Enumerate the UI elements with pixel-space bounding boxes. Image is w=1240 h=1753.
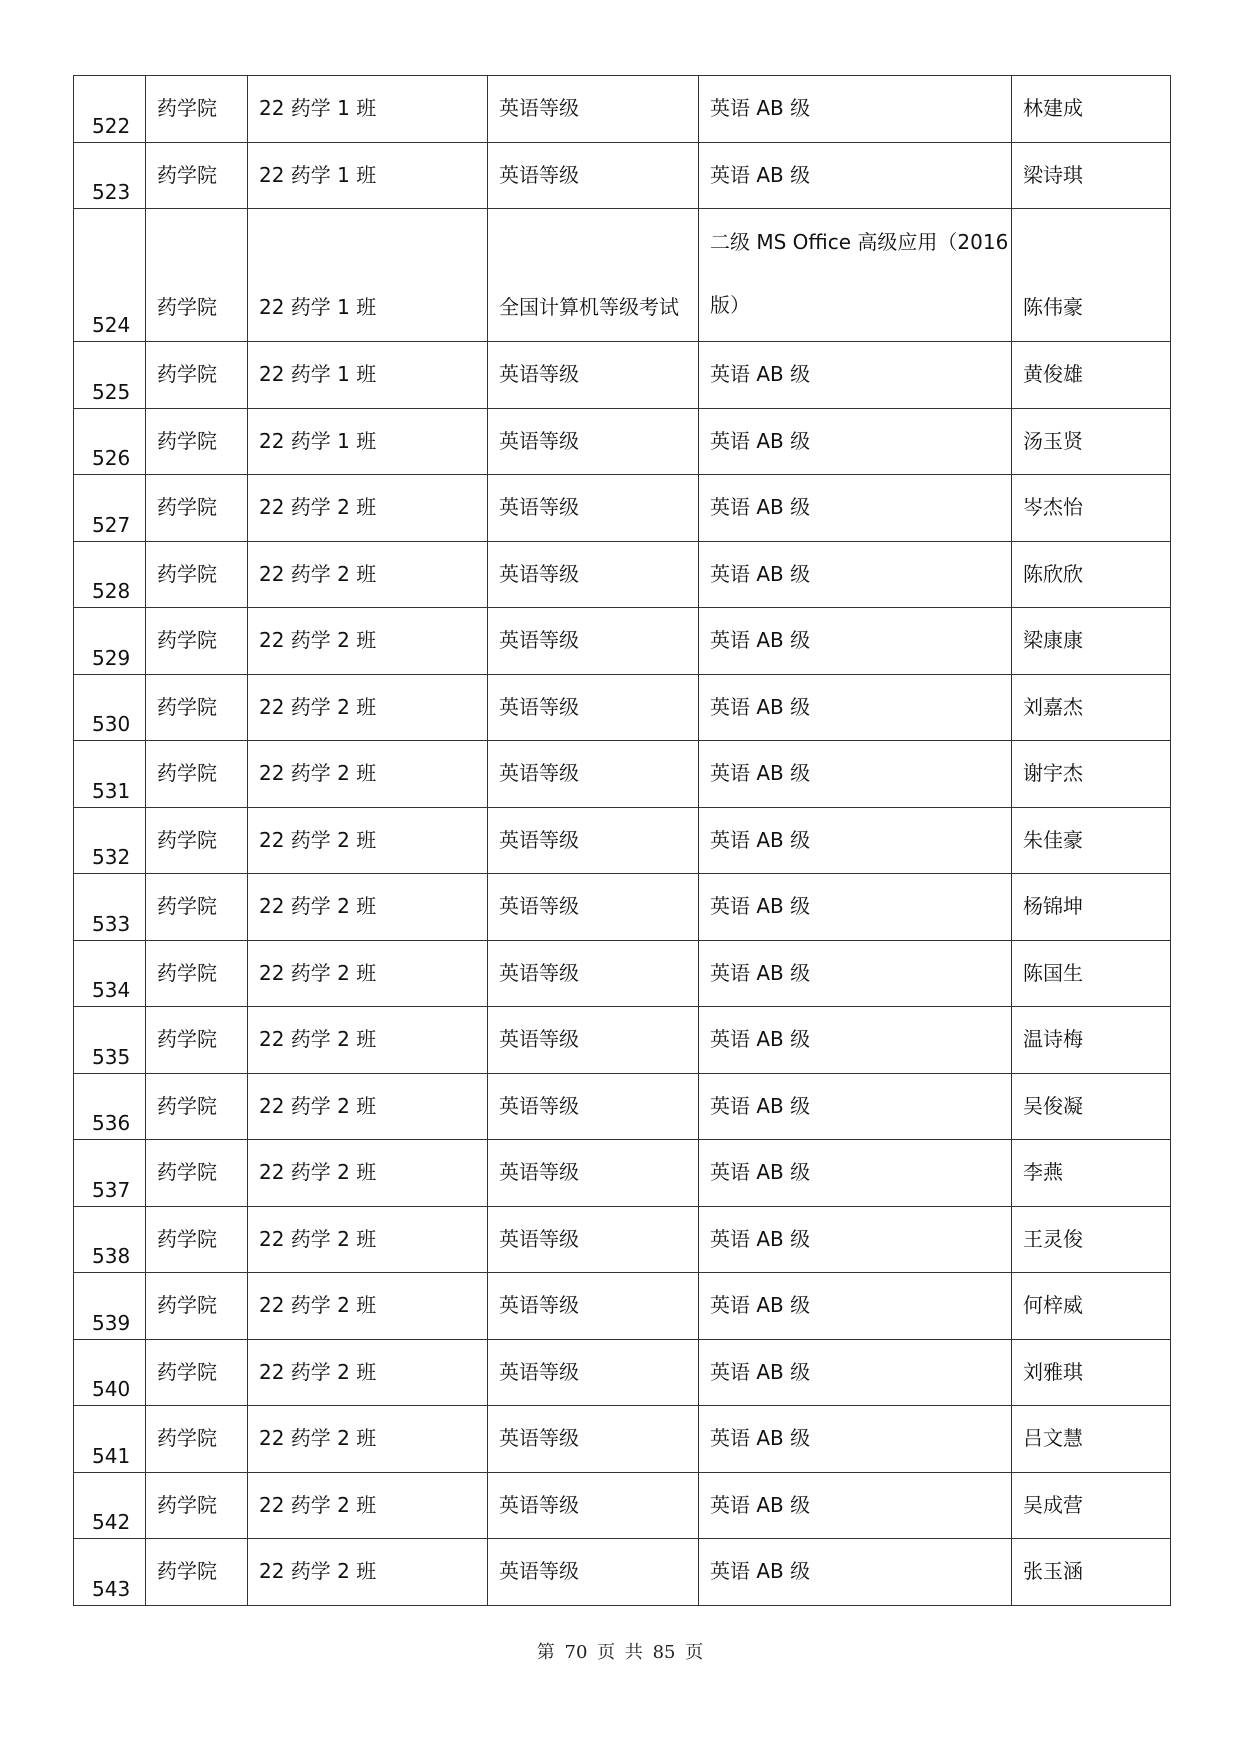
college-cell: 药学院 bbox=[146, 142, 248, 209]
row-number-cell: 536 bbox=[74, 1073, 146, 1140]
row-number-cell: 534 bbox=[74, 940, 146, 1007]
level-cell: 英语 AB 级 bbox=[699, 541, 1012, 608]
college-cell: 药学院 bbox=[146, 1273, 248, 1340]
student-name-cell: 吴成营 bbox=[1012, 1472, 1171, 1539]
class-cell: 22 药学 2 班 bbox=[248, 475, 488, 542]
exam-cell: 英语等级 bbox=[488, 142, 699, 209]
class-cell: 22 药学 2 班 bbox=[248, 1073, 488, 1140]
college-cell: 药学院 bbox=[146, 475, 248, 542]
exam-cell: 英语等级 bbox=[488, 1206, 699, 1273]
college-cell: 药学院 bbox=[146, 408, 248, 475]
college-cell: 药学院 bbox=[146, 1472, 248, 1539]
class-cell: 22 药学 2 班 bbox=[248, 1539, 488, 1606]
college-cell: 药学院 bbox=[146, 807, 248, 874]
exam-cell: 英语等级 bbox=[488, 1472, 699, 1539]
college-cell: 药学院 bbox=[146, 1073, 248, 1140]
level-cell: 英语 AB 级 bbox=[699, 76, 1012, 143]
student-name-cell: 谢宇杰 bbox=[1012, 741, 1171, 808]
college-cell: 药学院 bbox=[146, 608, 248, 675]
student-name-cell: 吕文慧 bbox=[1012, 1406, 1171, 1473]
exam-cell: 英语等级 bbox=[488, 807, 699, 874]
table-row bbox=[74, 475, 1171, 542]
row-number-cell: 543 bbox=[74, 1539, 146, 1606]
class-cell: 22 药学 1 班 bbox=[248, 76, 488, 143]
exam-cell: 英语等级 bbox=[488, 1406, 699, 1473]
student-name-cell: 朱佳豪 bbox=[1012, 807, 1171, 874]
class-cell: 22 药学 2 班 bbox=[248, 1007, 488, 1074]
exam-cell: 英语等级 bbox=[488, 874, 699, 941]
row-number-cell: 530 bbox=[74, 674, 146, 741]
row-number-cell: 532 bbox=[74, 807, 146, 874]
level-cell: 英语 AB 级 bbox=[699, 1539, 1012, 1606]
class-cell: 22 药学 2 班 bbox=[248, 1406, 488, 1473]
table-row bbox=[74, 1339, 1171, 1406]
student-name-cell: 刘雅琪 bbox=[1012, 1339, 1171, 1406]
class-cell: 22 药学 2 班 bbox=[248, 874, 488, 941]
exam-cell: 英语等级 bbox=[488, 940, 699, 1007]
college-cell: 药学院 bbox=[146, 674, 248, 741]
student-name-cell: 何梓威 bbox=[1012, 1273, 1171, 1340]
student-name-cell: 黄俊雄 bbox=[1012, 342, 1171, 409]
student-name-cell: 梁诗琪 bbox=[1012, 142, 1171, 209]
table-row bbox=[74, 1206, 1171, 1273]
college-cell: 药学院 bbox=[146, 741, 248, 808]
table-row bbox=[74, 209, 1171, 342]
class-cell: 22 药学 2 班 bbox=[248, 1339, 488, 1406]
level-cell: 英语 AB 级 bbox=[699, 741, 1012, 808]
exam-cell: 英语等级 bbox=[488, 741, 699, 808]
level-cell: 英语 AB 级 bbox=[699, 674, 1012, 741]
exam-cell: 英语等级 bbox=[488, 1539, 699, 1606]
level-cell: 英语 AB 级 bbox=[699, 342, 1012, 409]
student-name-cell: 张玉涵 bbox=[1012, 1539, 1171, 1606]
exam-cell: 全国计算机等级考试 bbox=[488, 209, 699, 342]
level-cell bbox=[699, 209, 1012, 342]
exam-cell: 英语等级 bbox=[488, 1140, 699, 1207]
class-cell: 22 药学 1 班 bbox=[248, 209, 488, 342]
class-cell: 22 药学 2 班 bbox=[248, 541, 488, 608]
exam-cell: 英语等级 bbox=[488, 1007, 699, 1074]
table-row bbox=[74, 342, 1171, 409]
college-cell: 药学院 bbox=[146, 342, 248, 409]
table-row bbox=[74, 940, 1171, 1007]
table-row bbox=[74, 541, 1171, 608]
class-cell: 22 药学 2 班 bbox=[248, 741, 488, 808]
row-number-cell: 531 bbox=[74, 741, 146, 808]
exam-cell: 英语等级 bbox=[488, 1073, 699, 1140]
table-row bbox=[74, 1406, 1171, 1473]
row-number-cell: 523 bbox=[74, 142, 146, 209]
class-cell: 22 药学 2 班 bbox=[248, 807, 488, 874]
table-row bbox=[74, 674, 1171, 741]
college-cell: 药学院 bbox=[146, 940, 248, 1007]
certificate-table bbox=[73, 75, 1171, 1606]
college-cell: 药学院 bbox=[146, 1539, 248, 1606]
level-cell: 英语 AB 级 bbox=[699, 1472, 1012, 1539]
table-row bbox=[74, 741, 1171, 808]
student-name-cell: 李燕 bbox=[1012, 1140, 1171, 1207]
table-row bbox=[74, 1472, 1171, 1539]
row-number-cell: 538 bbox=[74, 1206, 146, 1273]
page-number-footer: 第 70 页 共 85 页 bbox=[536, 1642, 704, 1663]
student-name-cell: 岑杰怡 bbox=[1012, 475, 1171, 542]
table-row bbox=[74, 874, 1171, 941]
student-name-cell: 汤玉贤 bbox=[1012, 408, 1171, 475]
table-row bbox=[74, 1273, 1171, 1340]
level-cell: 英语 AB 级 bbox=[699, 408, 1012, 475]
row-number-cell: 537 bbox=[74, 1140, 146, 1207]
student-name-cell: 梁康康 bbox=[1012, 608, 1171, 675]
college-cell: 药学院 bbox=[146, 874, 248, 941]
table-row bbox=[74, 142, 1171, 209]
level-cell: 英语 AB 级 bbox=[699, 874, 1012, 941]
table-row bbox=[74, 1140, 1171, 1207]
student-name-cell: 陈伟豪 bbox=[1012, 209, 1171, 342]
college-cell: 药学院 bbox=[146, 76, 248, 143]
level-text: 二级 MS Office 高级应用（2016 版） bbox=[710, 230, 1009, 317]
class-cell: 22 药学 1 班 bbox=[248, 142, 488, 209]
table-body bbox=[74, 76, 1171, 1606]
row-number-cell: 533 bbox=[74, 874, 146, 941]
level-cell: 英语 AB 级 bbox=[699, 1339, 1012, 1406]
student-name-cell: 林建成 bbox=[1012, 76, 1171, 143]
college-cell: 药学院 bbox=[146, 1140, 248, 1207]
row-number-cell: 529 bbox=[74, 608, 146, 675]
college-cell: 药学院 bbox=[146, 1406, 248, 1473]
level-cell: 英语 AB 级 bbox=[699, 475, 1012, 542]
college-cell: 药学院 bbox=[146, 541, 248, 608]
exam-cell: 英语等级 bbox=[488, 674, 699, 741]
table-row bbox=[74, 1073, 1171, 1140]
exam-cell: 英语等级 bbox=[488, 408, 699, 475]
row-number-cell: 527 bbox=[74, 475, 146, 542]
exam-cell: 英语等级 bbox=[488, 608, 699, 675]
row-number-cell: 542 bbox=[74, 1472, 146, 1539]
class-cell: 22 药学 2 班 bbox=[248, 1472, 488, 1539]
exam-cell: 英语等级 bbox=[488, 342, 699, 409]
level-cell: 英语 AB 级 bbox=[699, 608, 1012, 675]
row-number-cell: 535 bbox=[74, 1007, 146, 1074]
class-cell: 22 药学 2 班 bbox=[248, 674, 488, 741]
class-cell: 22 药学 1 班 bbox=[248, 342, 488, 409]
student-name-cell: 陈欣欣 bbox=[1012, 541, 1171, 608]
student-name-cell: 刘嘉杰 bbox=[1012, 674, 1171, 741]
row-number-cell: 524 bbox=[74, 209, 146, 342]
row-number-cell: 540 bbox=[74, 1339, 146, 1406]
row-number-cell: 522 bbox=[74, 76, 146, 143]
level-cell: 英语 AB 级 bbox=[699, 142, 1012, 209]
exam-cell: 英语等级 bbox=[488, 541, 699, 608]
level-cell: 英语 AB 级 bbox=[699, 1140, 1012, 1207]
college-cell: 药学院 bbox=[146, 1206, 248, 1273]
exam-cell: 英语等级 bbox=[488, 475, 699, 542]
class-cell: 22 药学 2 班 bbox=[248, 1273, 488, 1340]
level-cell: 英语 AB 级 bbox=[699, 1007, 1012, 1074]
level-cell: 英语 AB 级 bbox=[699, 1073, 1012, 1140]
class-cell: 22 药学 2 班 bbox=[248, 608, 488, 675]
level-cell: 英语 AB 级 bbox=[699, 1206, 1012, 1273]
level-cell: 英语 AB 级 bbox=[699, 1273, 1012, 1340]
row-number-cell: 539 bbox=[74, 1273, 146, 1340]
student-name-cell: 温诗梅 bbox=[1012, 1007, 1171, 1074]
college-cell: 药学院 bbox=[146, 1339, 248, 1406]
class-cell: 22 药学 2 班 bbox=[248, 1206, 488, 1273]
row-number-cell: 526 bbox=[74, 408, 146, 475]
table-row bbox=[74, 807, 1171, 874]
college-cell: 药学院 bbox=[146, 209, 248, 342]
table-row bbox=[74, 1539, 1171, 1606]
student-name-cell: 杨锦坤 bbox=[1012, 874, 1171, 941]
table-row bbox=[74, 608, 1171, 675]
level-cell: 英语 AB 级 bbox=[699, 940, 1012, 1007]
student-name-cell: 王灵俊 bbox=[1012, 1206, 1171, 1273]
exam-cell: 英语等级 bbox=[488, 76, 699, 143]
class-cell: 22 药学 1 班 bbox=[248, 408, 488, 475]
student-name-cell: 陈国生 bbox=[1012, 940, 1171, 1007]
level-cell: 英语 AB 级 bbox=[699, 1406, 1012, 1473]
student-name-cell: 吴俊凝 bbox=[1012, 1073, 1171, 1140]
class-cell: 22 药学 2 班 bbox=[248, 940, 488, 1007]
row-number-cell: 525 bbox=[74, 342, 146, 409]
row-number-cell: 541 bbox=[74, 1406, 146, 1473]
row-number-cell: 528 bbox=[74, 541, 146, 608]
exam-cell: 英语等级 bbox=[488, 1339, 699, 1406]
table-row bbox=[74, 76, 1171, 143]
table-row bbox=[74, 1007, 1171, 1074]
class-cell: 22 药学 2 班 bbox=[248, 1140, 488, 1207]
table-row bbox=[74, 408, 1171, 475]
exam-cell: 英语等级 bbox=[488, 1273, 699, 1340]
college-cell: 药学院 bbox=[146, 1007, 248, 1074]
level-cell: 英语 AB 级 bbox=[699, 807, 1012, 874]
